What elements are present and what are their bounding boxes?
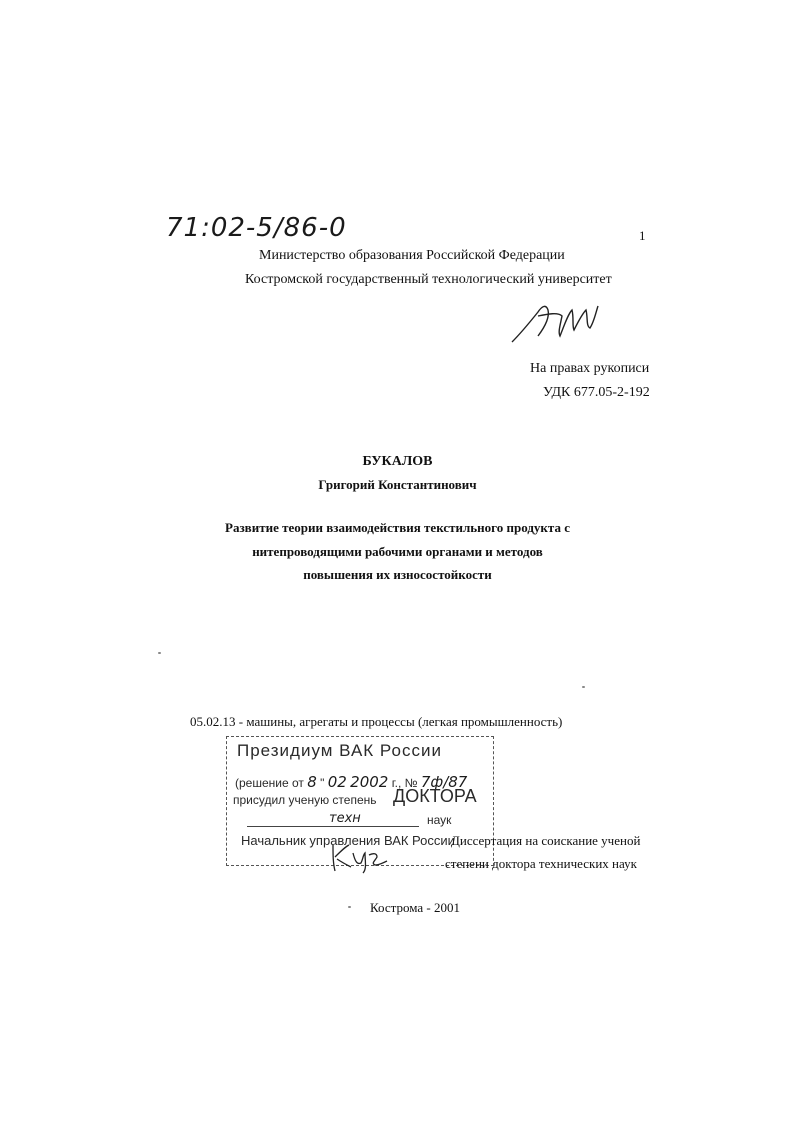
stamp-decision: (решение от 8 " 02 2002 г., № 7ф/87 [235,773,468,791]
author-surname: БУКАЛОВ [362,454,433,469]
stamp-field-line [247,826,419,827]
udk-code: УДК 677.05-2-192 [543,385,650,400]
stamp-decision-day: 8 [307,773,317,791]
stamp-degree: ДОКТОРА [393,786,477,806]
signature-top-text [546,300,548,301]
university-line: Костромской государственный технологический университет [245,272,612,287]
scan-speck [582,686,585,688]
stamp-signature-text [347,847,349,848]
title-line-1: Развитие теории взаимодействия текстильного продукта с [225,520,570,535]
stamp-title: Президиум ВАК России [237,741,442,760]
stamp-head-text: Начальник управления ВАК России [241,833,455,848]
dissertation-line-2: степени доктора технических наук [445,856,637,871]
page-number: 1 [639,228,646,243]
stamp-decision-month: 02 [327,773,347,791]
scan-speck [158,652,161,654]
stamp-decision-number: 7ф/87 [420,773,468,791]
specialty-code: 05.02.13 - машины, агрегаты и процессы (легкая промышленность) [190,714,563,729]
title-line-3: повышения их износостойкости [303,567,492,582]
stamp-decision-year: 2002 [350,773,389,791]
stamp-signature [327,841,391,875]
stamp-decision-prefix: (решение от [235,776,304,790]
stamp-nauk: наук [427,813,452,827]
stamp-award-text: присудил ученую степень [233,793,377,807]
stamp-field-handwritten: техн [329,811,361,826]
manuscript-rights: На правах рукописи [530,361,650,376]
dissertation-line-1: Диссертация на соискание ученой [451,833,641,848]
title-line-2: нитепроводящими рабочими органами и методов [252,544,543,559]
scan-speck [348,906,351,908]
author-given-names: Григорий Константинович [318,477,477,492]
stamp-decision-no-label: г., № [391,776,418,790]
ministry-line: Министерство образования Российской Федерации [259,248,565,263]
handwritten-archive-code: 71:02-5/86-0 [166,213,347,243]
signature-top [508,296,604,346]
city-year: Кострома - 2001 [370,900,460,915]
